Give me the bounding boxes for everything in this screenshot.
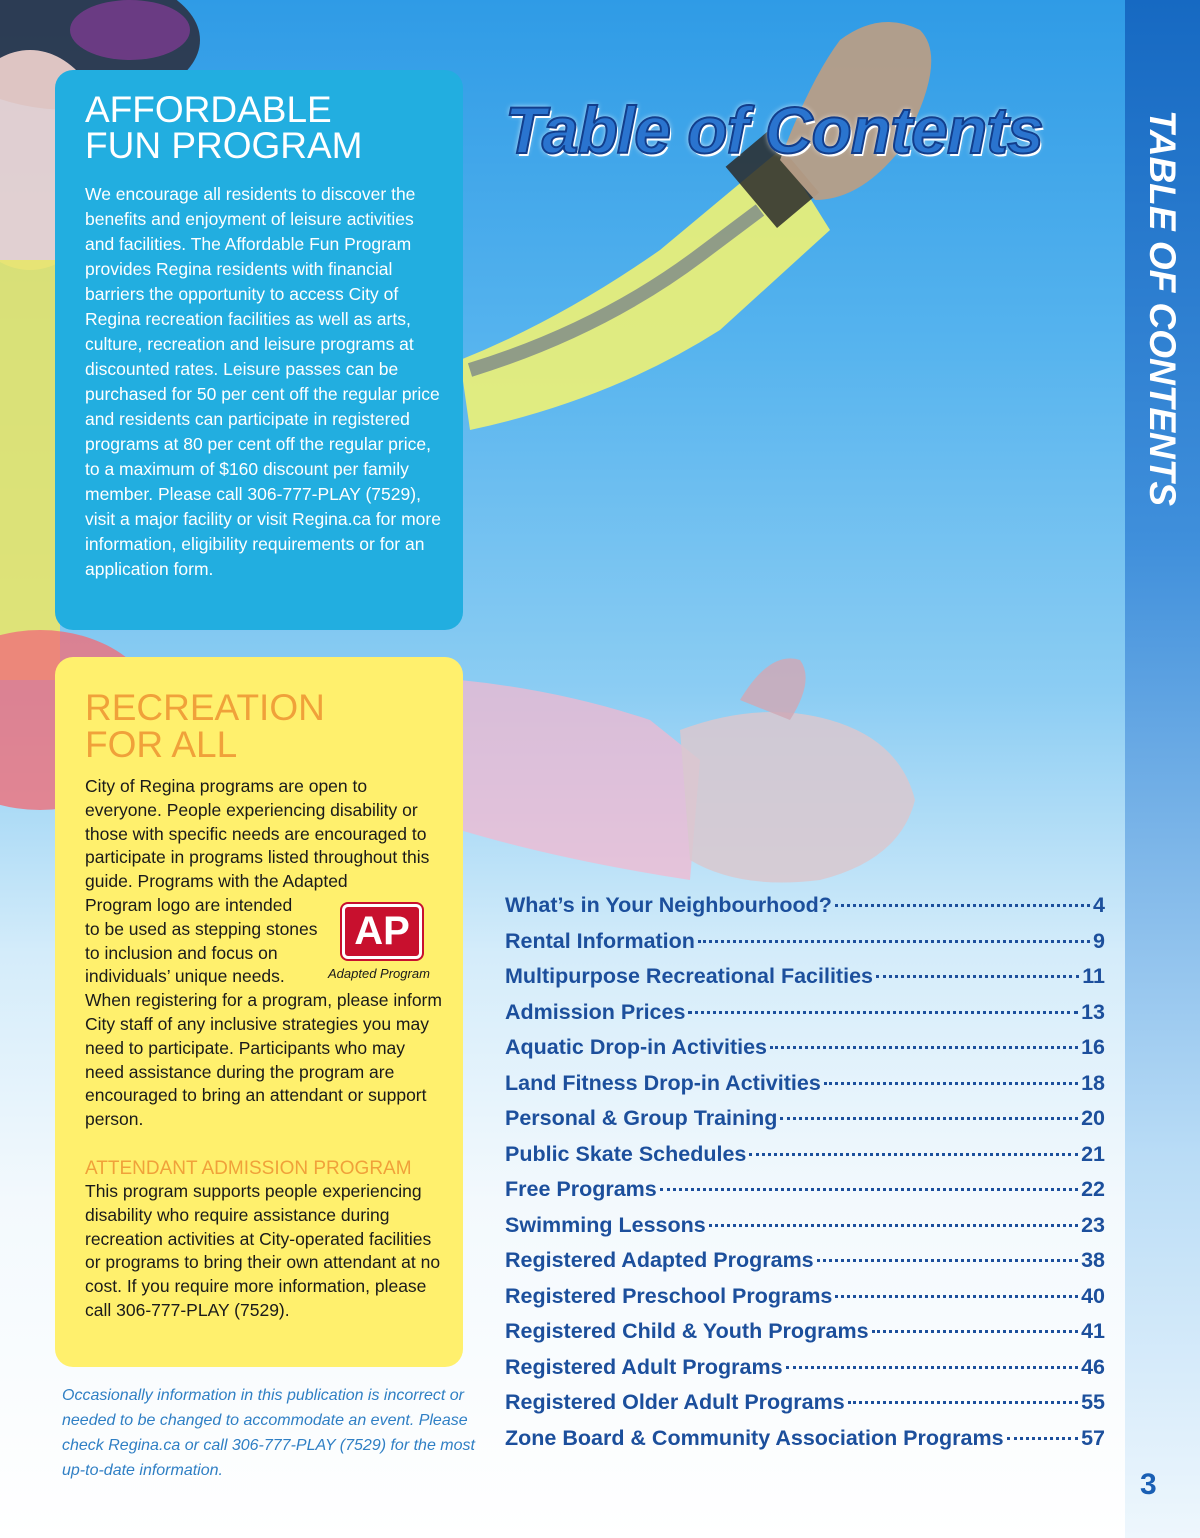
toc-entry-page: 4 xyxy=(1093,893,1105,917)
toc-entry-label: Registered Child & Youth Programs xyxy=(505,1319,869,1343)
toc-entry[interactable] xyxy=(505,1213,1105,1249)
toc-entry-label: Swimming Lessons xyxy=(505,1212,706,1237)
toc-entry-page: 22 xyxy=(1081,1177,1105,1201)
toc-entry-label: Public Skate Schedules xyxy=(505,1141,747,1166)
toc-entry-page: 41 xyxy=(1081,1319,1105,1343)
toc-entry[interactable] xyxy=(505,1284,1105,1320)
toc-entry-page: 38 xyxy=(1081,1248,1105,1272)
toc-entry-page: 9 xyxy=(1093,928,1105,953)
toc-dot-leader xyxy=(770,1046,1078,1049)
toc-entry-page: 16 xyxy=(1081,1035,1105,1059)
toc-dot-leader xyxy=(876,975,1079,978)
toc-entry-label: Personal & Group Training xyxy=(505,1106,778,1130)
recreation-body-5: individuals’ unique needs. xyxy=(85,966,285,987)
recreation-body-3: to be used as stepping stones xyxy=(85,918,318,939)
page-number: 3 xyxy=(1140,1468,1157,1501)
recreation-heading-line1: RECREATION xyxy=(85,687,325,728)
affordable-heading xyxy=(85,89,443,166)
toc-entry[interactable] xyxy=(505,1426,1105,1462)
affordable-fun-program-panel xyxy=(55,70,463,630)
page-title: Table of Contents xyxy=(505,93,1043,167)
toc-entry[interactable] xyxy=(505,1142,1105,1178)
toc-entry-page: 21 xyxy=(1081,1141,1105,1166)
toc-entry-label: Zone Board & Community Association Programs xyxy=(505,1425,1004,1450)
toc-entry[interactable] xyxy=(505,1319,1105,1355)
toc-entry-label: Free Programs xyxy=(505,1177,657,1201)
toc-dot-leader xyxy=(835,1295,1078,1298)
toc-entry-page: 20 xyxy=(1081,1106,1105,1130)
toc-entry-label: Registered Preschool Programs xyxy=(505,1283,833,1308)
toc-entry[interactable] xyxy=(505,1177,1105,1213)
toc-dot-leader xyxy=(709,1224,1078,1227)
adapted-program-caption: Adapted Program xyxy=(328,966,430,981)
recreation-body-4: to inclusion and focus on xyxy=(85,942,278,963)
toc-entry-label: Multipurpose Recreational Facilities xyxy=(505,964,873,988)
side-section-title: TABLE OF CONTENTS xyxy=(1142,110,1183,507)
adapted-program-logo: AP xyxy=(342,904,422,959)
toc-entry-page: 57 xyxy=(1081,1425,1105,1450)
toc-entry[interactable] xyxy=(505,1071,1105,1107)
toc-entry[interactable] xyxy=(505,893,1105,929)
toc-entry-label: Aquatic Drop-in Activities xyxy=(505,1035,768,1059)
recreation-body-1: City of Regina programs are open to everyone. People experiencing disability or those with specific needs are encouraged to participate in programs listed throughout this guide. Programs with the Adapted xyxy=(85,776,430,892)
recreation-heading-line2: FOR ALL xyxy=(85,724,238,765)
toc-entry[interactable] xyxy=(505,1035,1105,1071)
toc-entry[interactable] xyxy=(505,964,1105,1000)
toc-dot-leader xyxy=(749,1153,1078,1156)
toc-dot-leader xyxy=(660,1188,1078,1191)
toc-dot-leader xyxy=(824,1082,1078,1085)
recreation-heading xyxy=(85,689,445,763)
toc-entry-page: 46 xyxy=(1081,1354,1105,1379)
toc-entry-page: 11 xyxy=(1082,964,1105,988)
toc-entry-label: Rental Information xyxy=(505,928,695,953)
toc-entry[interactable] xyxy=(505,1248,1105,1284)
recreation-for-all-panel xyxy=(55,657,463,1367)
toc-dot-leader xyxy=(872,1330,1079,1333)
recreation-body-6: When registering for a program, please inform City staff of any inclusive strategies you may need to participate. Participants who may need assistance during the program are encouraged to bring an attendant or support person. xyxy=(85,990,442,1130)
toc-dot-leader xyxy=(688,1011,1078,1014)
toc-entry-page: 23 xyxy=(1081,1212,1105,1237)
toc-dot-leader xyxy=(698,940,1090,943)
attendant-admission-heading: ATTENDANT ADMISSION PROGRAM xyxy=(85,1157,412,1179)
recreation-body-2: Program logo are intended xyxy=(85,894,293,915)
toc-entry-page: 18 xyxy=(1081,1070,1105,1095)
toc-entry-label: Land Fitness Drop-in Activities xyxy=(505,1070,821,1095)
toc-entry-page: 13 xyxy=(1081,999,1105,1024)
toc-dot-leader xyxy=(786,1366,1079,1369)
toc-dot-leader xyxy=(817,1259,1078,1262)
attendant-admission-body: This program supports people experiencing disability who require assistance during recreation activities at City-operated facilities or programs to bring their own attendant at no cost. If you require more information, please call 306-777-PLAY (7529). xyxy=(85,1180,441,1320)
toc-entry-label: What’s in Your Neighbourhood? xyxy=(505,893,832,917)
toc-entry[interactable] xyxy=(505,1390,1105,1426)
toc-entry-page: 40 xyxy=(1081,1283,1105,1308)
toc-entry[interactable] xyxy=(505,1000,1105,1036)
table-of-contents-list xyxy=(505,893,1105,1461)
affordable-body: We encourage all residents to discover the benefits and enjoyment of leisure activities and facilities. The Affordable Fun Program provides Regina residents with financial barriers the opportunity to access City of Regina recreation facilities as well as arts, culture, recreation and leisure programs at discounted rates. Leisure passes can be purchased for 50 per cent off the regular price and residents can participate in registered programs at 80 per cent off the regular price, to a maximum of $160 discount per family member. Please call 306-777-PLAY (7529), visit a major facility or visit Regina.ca for more information, eligibility requirements or for an application form. xyxy=(85,184,441,579)
affordable-heading-line2: FUN PROGRAM xyxy=(85,125,363,166)
toc-dot-leader xyxy=(780,1117,1078,1120)
affordable-heading-line1: AFFORDABLE xyxy=(85,89,332,130)
toc-entry[interactable] xyxy=(505,1106,1105,1142)
toc-entry-page: 55 xyxy=(1081,1390,1105,1414)
toc-dot-leader xyxy=(848,1401,1078,1404)
toc-entry[interactable] xyxy=(505,1355,1105,1391)
toc-dot-leader xyxy=(1007,1437,1079,1440)
toc-entry-label: Registered Adapted Programs xyxy=(505,1248,814,1272)
toc-entry-label: Registered Older Adult Programs xyxy=(505,1390,845,1414)
toc-dot-leader xyxy=(835,904,1090,907)
toc-entry-label: Registered Adult Programs xyxy=(505,1354,783,1379)
disclaimer-note: Occasionally information in this publication is incorrect or needed to be changed to accommodate an event. Please check Regina.ca or call 306-777-PLAY (7529) for the most up-to-date information. xyxy=(62,1387,475,1479)
toc-entry[interactable] xyxy=(505,929,1105,965)
toc-entry-label: Admission Prices xyxy=(505,999,686,1024)
